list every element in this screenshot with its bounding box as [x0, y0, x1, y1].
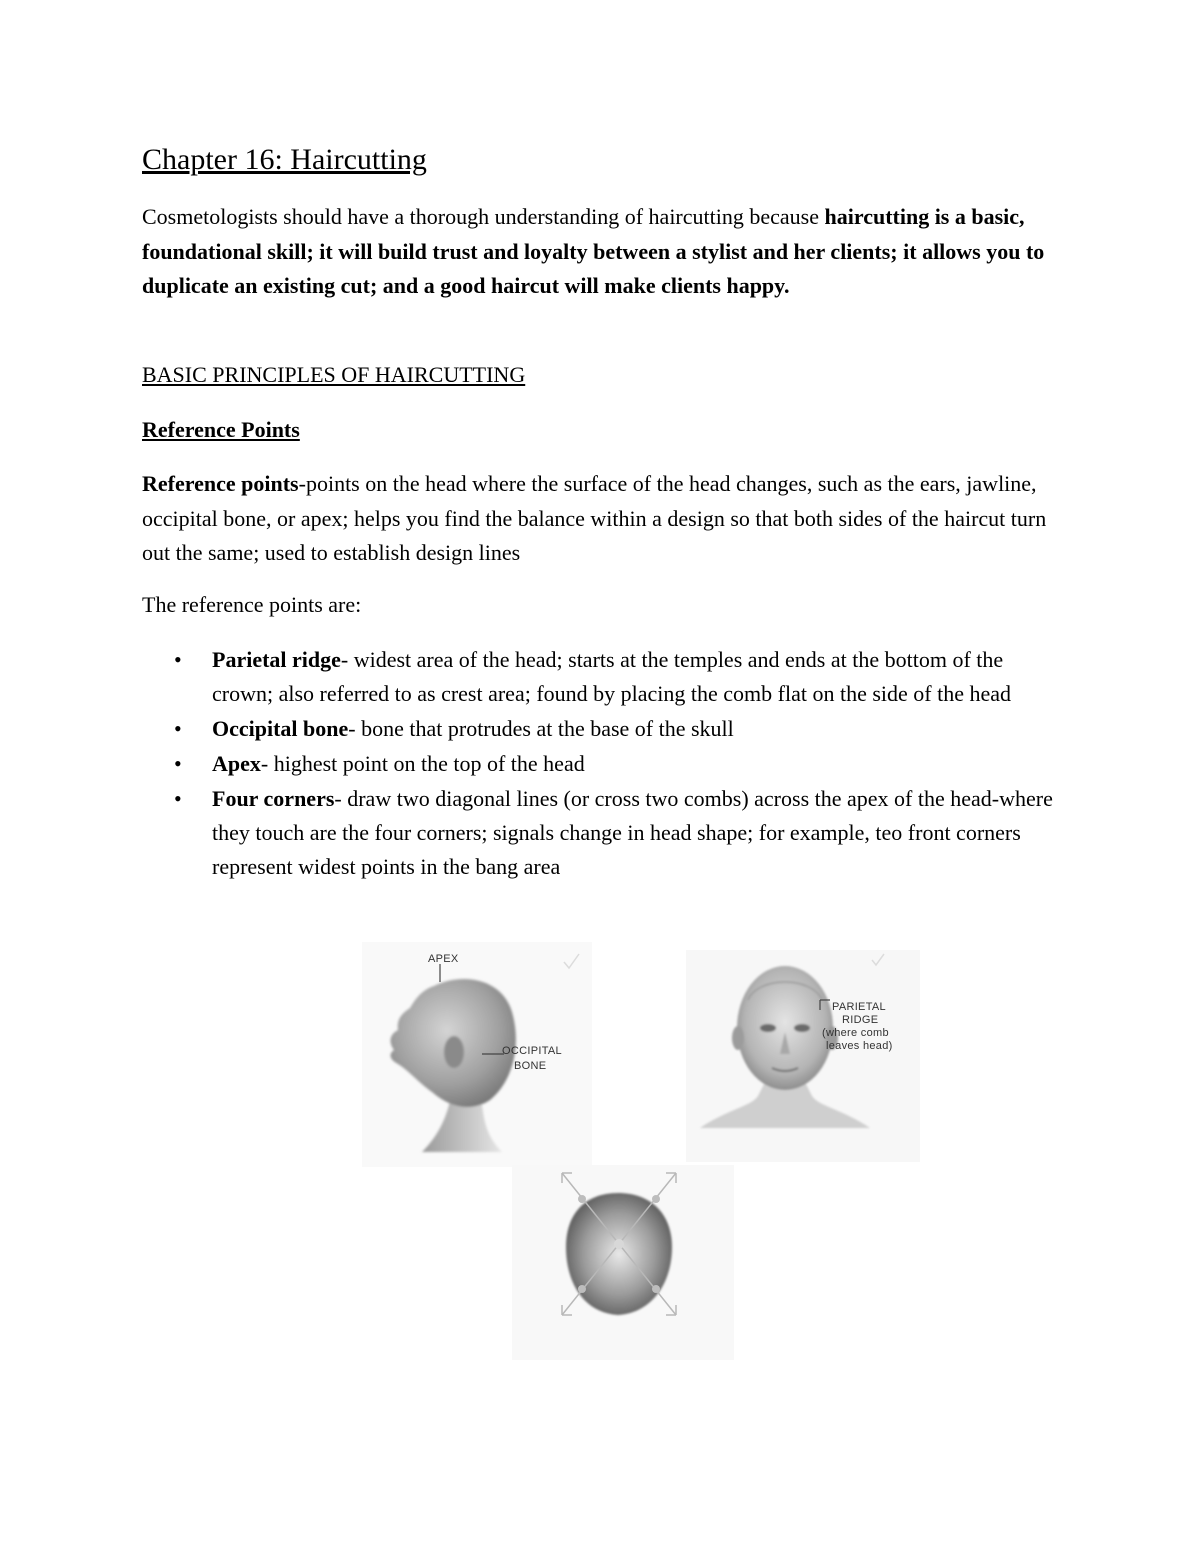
bullet-icon: •	[174, 716, 182, 741]
occipital-label-line1: OCCIPITAL	[502, 1045, 562, 1057]
side-profile-figure	[362, 942, 592, 1167]
reference-points-definition	[142, 467, 1062, 571]
bullet-icon: •	[174, 786, 182, 811]
apex-label: APEX	[428, 953, 459, 965]
parietal-label-line2: RIDGE	[842, 1014, 879, 1026]
list-item-text: - highest point on the top of the head	[260, 751, 585, 776]
subsection-heading: Reference Points	[142, 417, 300, 442]
bullet-icon: •	[174, 647, 182, 672]
list-item-term: Four corners	[212, 786, 335, 811]
list-item	[174, 712, 1062, 746]
bullet-icon: •	[174, 751, 182, 776]
parietal-label-line4: leaves head)	[826, 1040, 893, 1052]
list-lead: The reference points are:	[142, 592, 362, 617]
intro-plain-text: Cosmetologists should have a thorough understanding of haircutting because	[142, 204, 825, 229]
list-item-text: - draw two diagonal lines (or cross two combs) across the apex of the head-where they touch are the four corners; signals change in head shape; for example, teo front corners represent widest points in the bang area	[212, 786, 1053, 879]
list-item	[174, 643, 1062, 711]
parietal-label-line3: (where comb	[822, 1027, 889, 1039]
list-item-term: Apex	[212, 751, 261, 776]
intro-bold-text: haircutting is a basic, foundational skill; it will build trust and loyalty between a stylist and her clients; it allows you to duplicate an existing cut; and a good haircut will make clients happy.	[142, 204, 1045, 298]
definition-text: -points on the head where the surface of the head changes, such as the ears, jawline, occipital bone, or apex; helps you find the balance within a design so that both sides of the haircut turn out the same; used to establish design lines	[142, 471, 1047, 565]
intro-paragraph	[142, 200, 1062, 304]
list-item	[174, 782, 1062, 884]
list-item-text: - bone that protrudes at the base of the skull	[348, 716, 734, 741]
top-view-figure	[512, 1165, 734, 1360]
parietal-label-line1: PARIETAL	[832, 1001, 886, 1013]
list-item	[174, 747, 1062, 781]
list-item-text: - widest area of the head; starts at the temples and ends at the bottom of the crown; also referred to as crest area; found by placing the comb flat on the side of the head	[212, 647, 1012, 706]
front-view-figure	[686, 950, 920, 1162]
section-heading: BASIC PRINCIPLES OF HAIRCUTTING	[142, 362, 526, 387]
reference-points-list	[174, 643, 1062, 885]
page-title: Chapter 16: Haircutting	[142, 143, 427, 176]
list-item-term: Occipital bone	[212, 716, 349, 741]
list-item-term: Parietal ridge	[212, 647, 341, 672]
occipital-label-line2: BONE	[514, 1060, 547, 1072]
definition-term: Reference points	[142, 471, 299, 496]
